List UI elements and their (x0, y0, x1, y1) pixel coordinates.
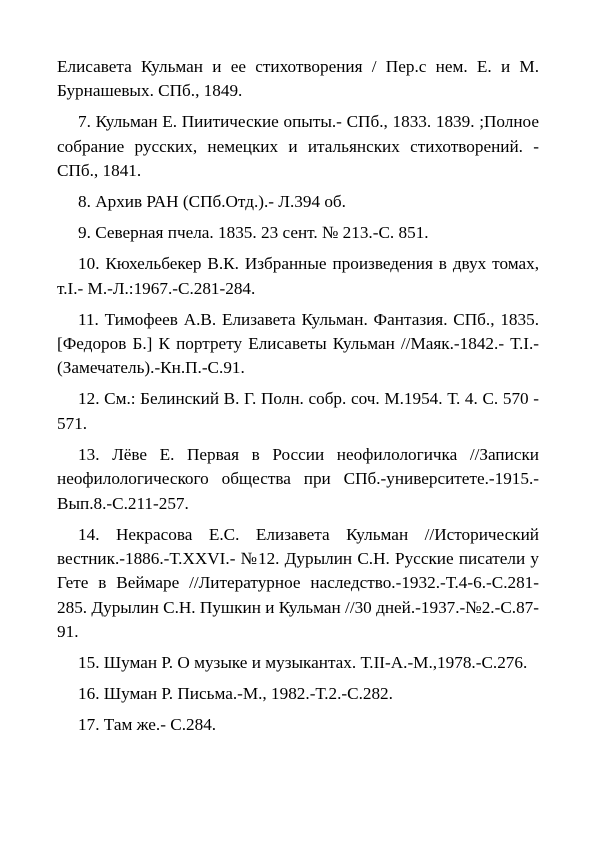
reference-entry-12: 12. См.: Белинский В. Г. Полн. собр. соч. М.1954. Т. 4. С. 570 - 571. (57, 389, 539, 433)
reference-entry-13: 13. Лёве Е. Первая в России неофилологичка //Записки неофилологического общества при СПб.-университете.-1915.-Вып.8.-С.211-257. (57, 444, 539, 513)
reference-list (57, 55, 539, 744)
reference-entry-8: 8. Архив РАН (СПб.Отд.).- Л.394 об. (78, 192, 346, 212)
reference-entry-7: 7. Кульман Е. Пиитические опыты.- СПб., 1833. 1839. ;Полное собрание русских, немецких и итальянских стихотворений. - СПб., 1841. (57, 112, 539, 181)
reference-entry-15: 15. Шуман Р. О музыке и музыкантах. Т.II-А.-М.,1978.-С.276. (78, 653, 528, 673)
reference-entry-14: 14. Некрасова Е.С. Елизавета Кульман //Исторический вестник.-1886.-Т.XXVI.- №12. Дурылин С.Н. Русские писатели у Гете в Веймаре //Литературное наследство.-1932.-Т.4-6.-С.281-285. Дурылин С.Н. Пушкин и Кульман //30 дней.-1937.-№2.-С.87-91. (57, 524, 539, 642)
reference-entry-10: 10. Кюхельбекер В.К. Избранные произведения в двух томах, т.I.- М.-Л.:1967.-С.281-284. (57, 254, 539, 298)
reference-entry-9: 9. Северная пчела. 1835. 23 сент. № 213.-С. 851. (78, 223, 429, 243)
reference-entry-6-continuation: Елисавета Кульман и ее стихотворения / Пер.с нем. Е. и М. Бурнашевых. СПб., 1849. (57, 57, 539, 101)
reference-entry-11: 11. Тимофеев А.В. Елизавета Кульман. Фантазия. СПб., 1835. [Федоров Б.] К портрету Елисаветы Кульман //Маяк.-1842.- Т.I.-(Замечатель).-Кн.П.-С.91. (57, 309, 539, 378)
reference-entry-16: 16. Шуман Р. Письма.-М., 1982.-Т.2.-С.282. (78, 684, 393, 704)
reference-entry-17: 17. Там же.- С.284. (78, 715, 217, 735)
